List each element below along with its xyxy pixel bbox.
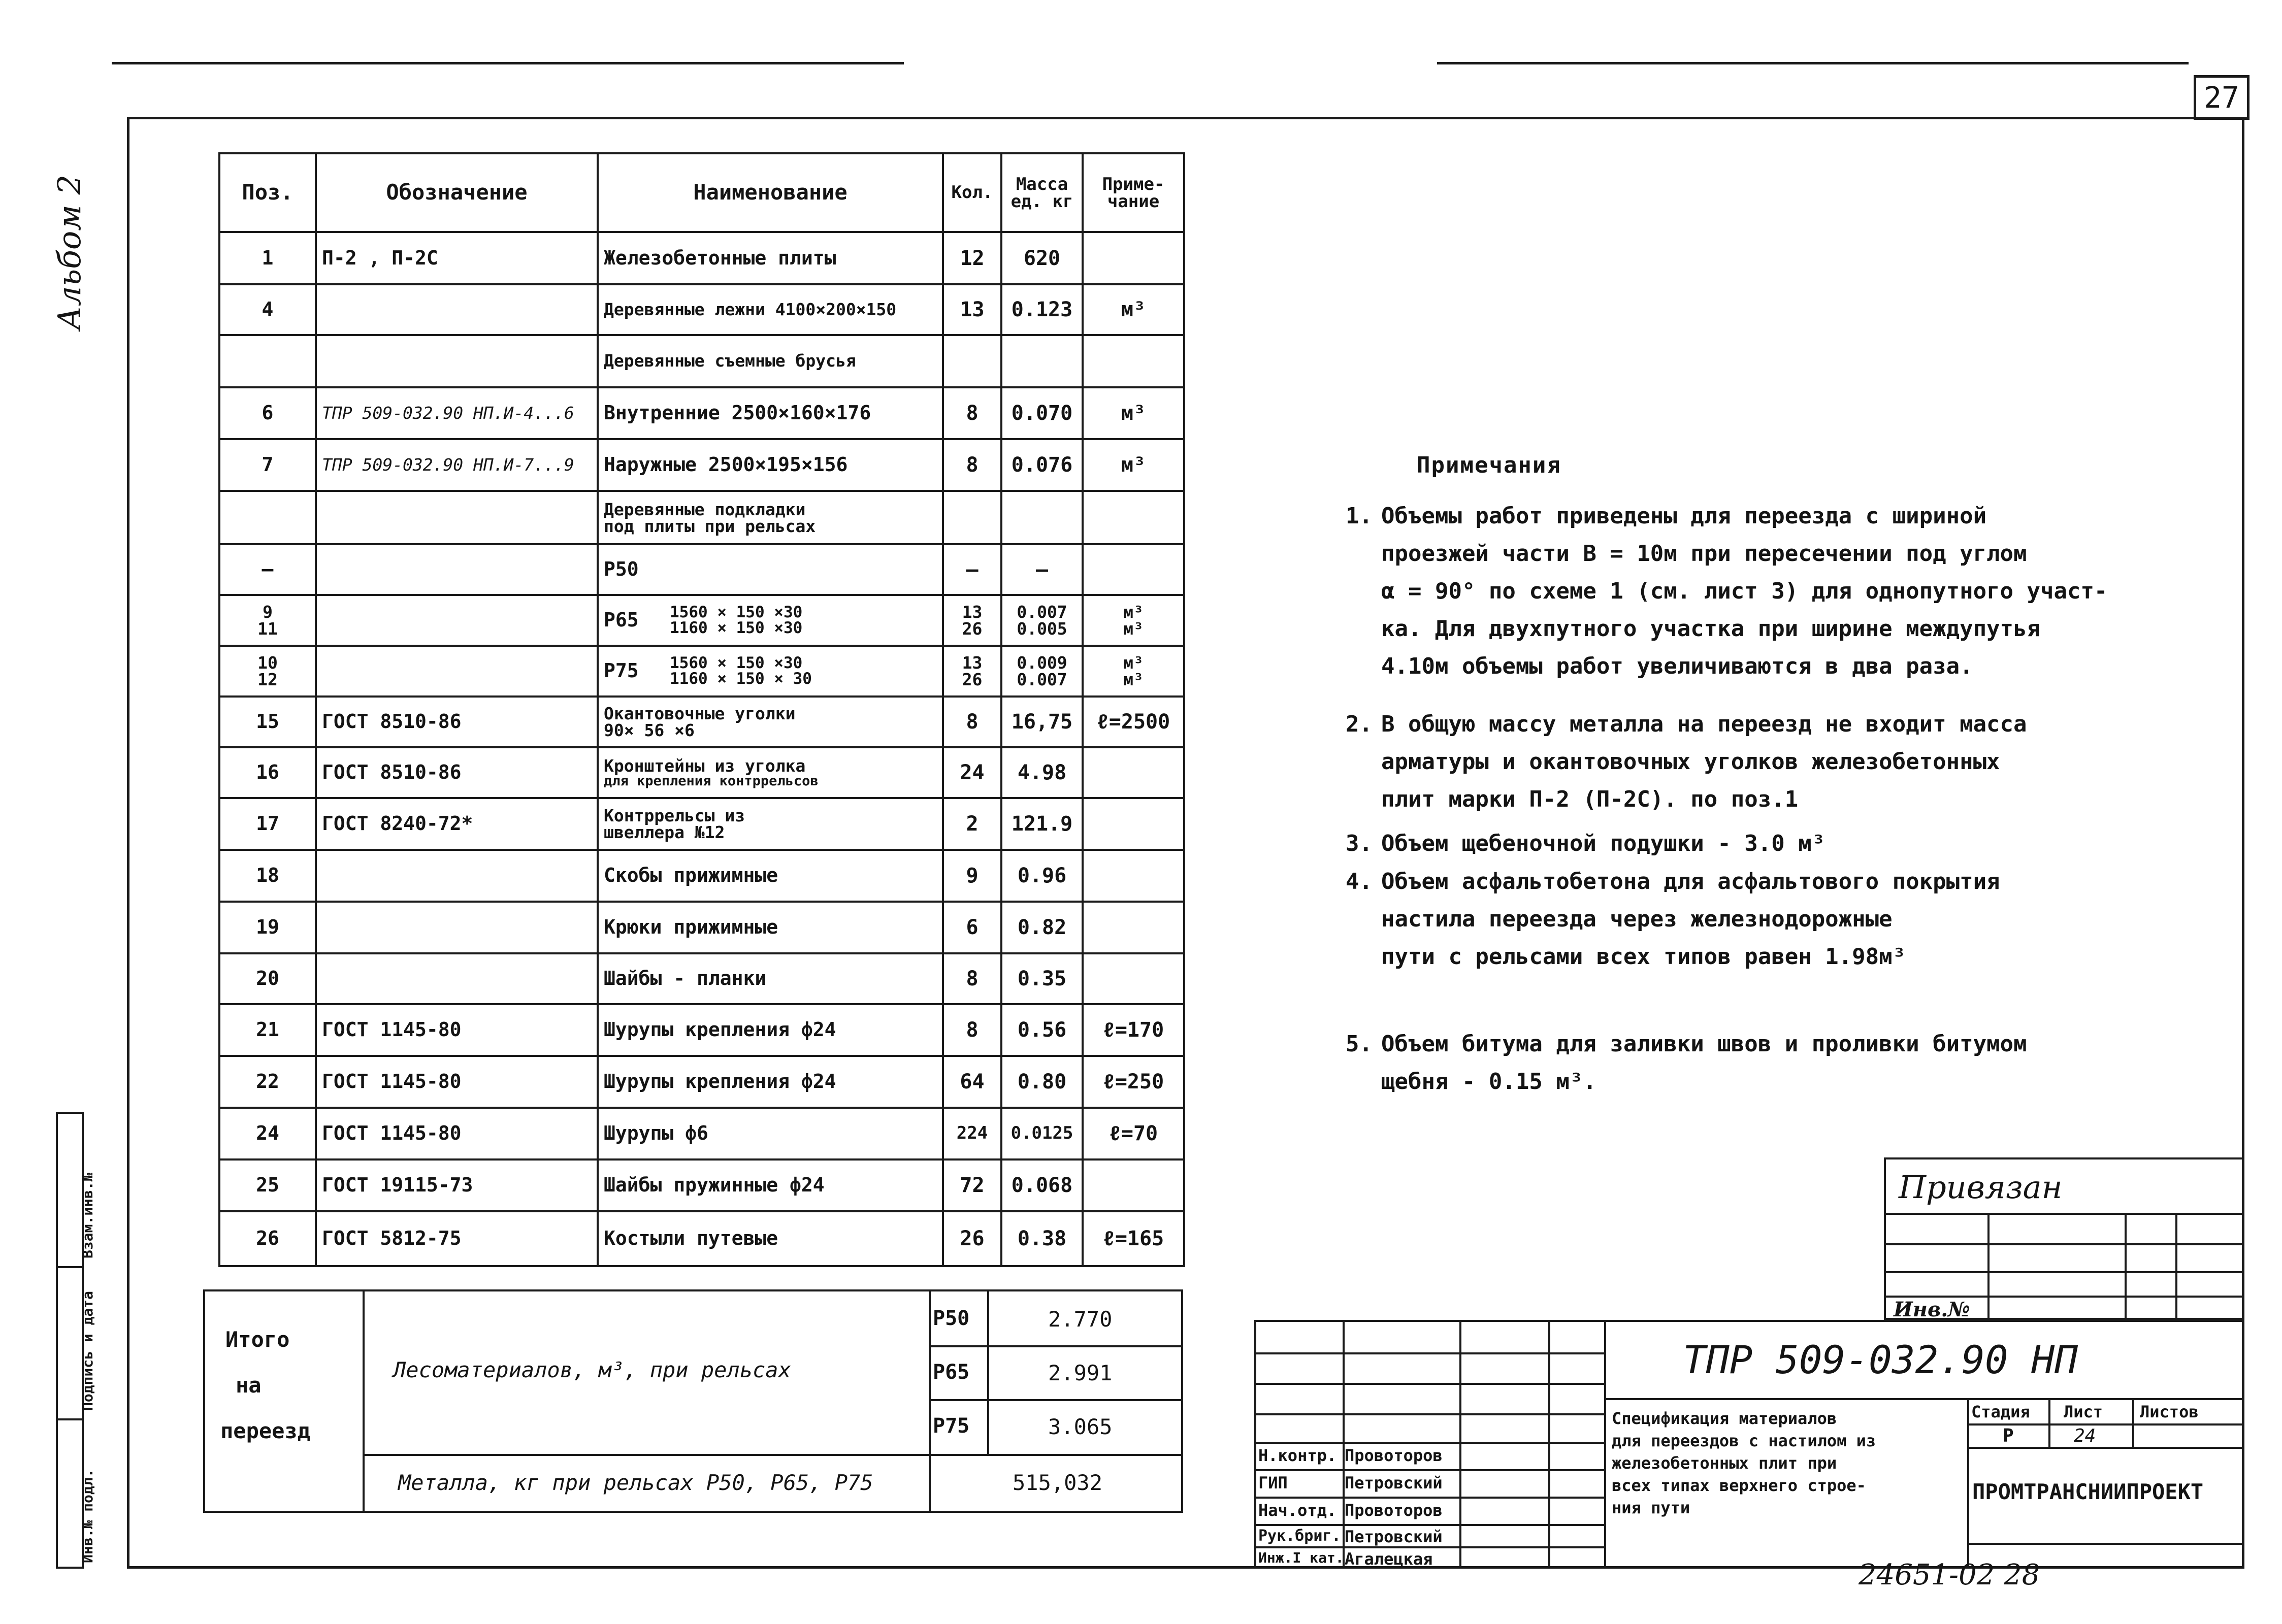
table-row	[219, 491, 1184, 544]
cell-note	[1083, 491, 1184, 544]
cell-designation	[316, 491, 598, 544]
cell-designation	[316, 544, 598, 595]
cell-note: м³	[1083, 284, 1184, 335]
privyazan-title: Привязан	[1899, 1169, 2063, 1206]
note-5: 5. Объем битума для заливки швов и проливки битумом щебня - 0.15 м³.	[1346, 1031, 2027, 1095]
cell-name: Костыли путевые	[598, 1211, 943, 1266]
cell-mass: 0.007 0.005	[1001, 595, 1083, 646]
cell-mass: 620	[1001, 232, 1083, 284]
table-row	[219, 1056, 1184, 1108]
cell-designation	[316, 646, 598, 697]
cell-name: Контррельсы из швеллера №12	[598, 798, 943, 850]
summary-label-2: на	[236, 1373, 262, 1398]
cell-mass: 0.076	[1001, 439, 1083, 491]
cell-designation	[316, 335, 598, 387]
cell-mass: 0.0125	[1001, 1108, 1083, 1159]
cell-pos	[219, 335, 316, 387]
table-row	[219, 1159, 1184, 1211]
timber-value-p50: 2.770	[1048, 1307, 1113, 1332]
table-row	[219, 953, 1184, 1004]
cell-note: ℓ=170	[1083, 1004, 1184, 1056]
name-gip: Петровский	[1345, 1473, 1443, 1493]
cell-name: Шурупы ф6	[598, 1108, 943, 1159]
cell-note: ℓ=2500	[1083, 697, 1184, 747]
cell-note	[1083, 335, 1184, 387]
cell-mass: 0.009 0.007	[1001, 646, 1083, 697]
table-header	[219, 153, 1184, 232]
cell-mass: 0.068	[1001, 1159, 1083, 1211]
cell-name: Шурупы крепления ф24	[598, 1004, 943, 1056]
cell-mass: 4.98	[1001, 747, 1083, 798]
cell-qty: 72	[943, 1159, 1001, 1211]
cell-pos: 7	[219, 439, 316, 491]
cell-note	[1083, 232, 1184, 284]
cell-pos: 1	[219, 232, 316, 284]
cell-note: м³	[1083, 439, 1184, 491]
header-pos: Поз.	[219, 153, 316, 232]
cell-mass: 0.96	[1001, 850, 1083, 902]
note-2: 2. В общую массу металла на переезд не входит масса арматуры и окантовочных уголков железобетонных плит марки П-2 (П-2С). по поз.1	[1346, 711, 2027, 812]
cell-pos: 22	[219, 1056, 316, 1108]
cell-name: Шурупы крепления ф24	[598, 1056, 943, 1108]
cell-mass: —	[1001, 544, 1083, 595]
table-row	[219, 232, 1184, 284]
top-rule-left	[112, 62, 904, 64]
cell-qty: 8	[943, 953, 1001, 1004]
note-1: 1. Объемы работ приведены для переезда с шириной проезжей части В = 10м при пересечении под углом α = 90° по схеме 1 (см. лист 3) для однопутного участ- ка. Для двухпутного участка при ширине междупутья 4.10м объемы работ увеличиваются в два раза.	[1346, 503, 2108, 679]
cell-qty: 64	[943, 1056, 1001, 1108]
cell-designation: ГОСТ 1145-80	[316, 1004, 598, 1056]
table-row	[219, 284, 1184, 335]
cell-qty: 24	[943, 747, 1001, 798]
cell-pos: 15	[219, 697, 316, 747]
table-row	[219, 646, 1184, 697]
stage-value: Р	[2003, 1426, 2014, 1446]
table-row	[219, 1004, 1184, 1056]
cell-qty: 8	[943, 1004, 1001, 1056]
top-rule-right	[1437, 62, 2189, 64]
cell-name: Деревянные лежни 4100×200×150	[598, 284, 943, 335]
cell-qty	[943, 335, 1001, 387]
name-inzh: Агалецкая	[1345, 1549, 1433, 1569]
organization-name: ПРОМТРАНСНИИПРОЕКТ	[1972, 1479, 2204, 1504]
cell-name: Р65 1560 × 150 ×30 1160 × 150 ×30	[598, 595, 943, 646]
summary-block	[203, 1289, 1183, 1513]
document-title: Спецификация материалов для переездов с настилом из железобетонных плит при всех типах верхнего строе- ния пути	[1612, 1409, 1876, 1517]
cell-name: Железобетонные плиты	[598, 232, 943, 284]
cell-qty: 224	[943, 1108, 1001, 1159]
timber-value-p65: 2.991	[1048, 1361, 1113, 1385]
table-row	[219, 1108, 1184, 1159]
cell-pos: 24	[219, 1108, 316, 1159]
cell-note	[1083, 1159, 1184, 1211]
cell-pos: 6	[219, 387, 316, 439]
cell-pos: 19	[219, 902, 316, 953]
note-3: 3. Объем щебеночной подушки - 3.0 м³	[1346, 831, 1825, 856]
cell-mass	[1001, 491, 1083, 544]
table-row	[219, 544, 1184, 595]
cell-qty: 6	[943, 902, 1001, 953]
timber-rail-p50: Р50	[933, 1307, 970, 1330]
cell-designation	[316, 284, 598, 335]
page-number: 27	[2194, 75, 2250, 120]
title-block	[1254, 1320, 2244, 1569]
cell-qty	[943, 491, 1001, 544]
cell-name: Внутренние 2500×160×176	[598, 387, 943, 439]
cell-qty: 13 26	[943, 646, 1001, 697]
table-row	[219, 335, 1184, 387]
table-row	[219, 1211, 1184, 1266]
footer-code: 24651-02 28	[1859, 1559, 2040, 1592]
cell-qty: 12	[943, 232, 1001, 284]
cell-name: Р75 1560 × 150 ×30 1160 × 150 × 30	[598, 646, 943, 697]
album-label: Альбом 2	[51, 175, 88, 330]
cell-designation: ГОСТ 8240-72*	[316, 798, 598, 850]
cell-mass: 0.82	[1001, 902, 1083, 953]
cell-mass	[1001, 335, 1083, 387]
role-gip: ГИП	[1258, 1473, 1288, 1493]
cell-qty: 26	[943, 1211, 1001, 1266]
cell-name: Деревянные съемные брусья	[598, 335, 943, 387]
cell-designation	[316, 850, 598, 902]
cell-designation	[316, 595, 598, 646]
cell-pos: 4	[219, 284, 316, 335]
cell-name: Крюки прижимные	[598, 902, 943, 953]
sheet-value: 24	[2074, 1426, 2096, 1446]
cell-designation: ГОСТ 19115-73	[316, 1159, 598, 1211]
notes-title: Примечания	[1417, 452, 1561, 478]
cell-mass: 0.38	[1001, 1211, 1083, 1266]
header-note: Приме- чание	[1083, 153, 1184, 232]
cell-name: Наружные 2500×195×156	[598, 439, 943, 491]
cell-name: Шайбы пружинные ф24	[598, 1159, 943, 1211]
header-mass: Масса ед. кг	[1001, 153, 1083, 232]
metal-label: Металла, кг при рельсах Р50, Р65, Р75	[398, 1470, 873, 1495]
cell-designation: ТПР 509-032.90 НП.И-4...6	[316, 387, 598, 439]
cell-qty: 13 26	[943, 595, 1001, 646]
cell-name: Деревянные подкладки под плиты при рельсах	[598, 491, 943, 544]
cell-designation: ГОСТ 8510-86	[316, 697, 598, 747]
cell-qty: 8	[943, 697, 1001, 747]
cell-mass: 121.9	[1001, 798, 1083, 850]
document-code: ТПР 509-032.90 НП	[1683, 1337, 2078, 1382]
specification-table	[218, 152, 1185, 1267]
side-strip-vzam-inv: Взам.инв.№	[79, 1173, 96, 1258]
cell-designation: П-2 , П-2С	[316, 232, 598, 284]
cell-designation: ГОСТ 1145-80	[316, 1108, 598, 1159]
name-nach-otd: Провоторов	[1345, 1501, 1443, 1520]
summary-label-3: переезд	[220, 1418, 311, 1443]
cell-qty: 13	[943, 284, 1001, 335]
cell-pos: 10 12	[219, 646, 316, 697]
privyazan-stamp	[1884, 1157, 2244, 1320]
table-row	[219, 850, 1184, 902]
sheets-header: Листов	[2140, 1402, 2199, 1421]
cell-pos	[219, 491, 316, 544]
cell-note: ℓ=250	[1083, 1056, 1184, 1108]
cell-name: Р50	[598, 544, 943, 595]
cell-pos: 16	[219, 747, 316, 798]
cell-name: Скобы прижимные	[598, 850, 943, 902]
cell-qty: —	[943, 544, 1001, 595]
cell-note: м³ м³	[1083, 595, 1184, 646]
cell-note	[1083, 850, 1184, 902]
privyazan-inv-label: Инв.№	[1894, 1298, 1970, 1321]
header-qty: Кол.	[943, 153, 1001, 232]
summary-label-1: Итого	[225, 1327, 290, 1352]
cell-mass: 0.80	[1001, 1056, 1083, 1108]
cell-designation: ГОСТ 8510-86	[316, 747, 598, 798]
timber-label: Лесоматериалов, м³, при рельсах	[393, 1357, 791, 1382]
cell-mass: 0.123	[1001, 284, 1083, 335]
cell-pos: 18	[219, 850, 316, 902]
cell-designation: ГОСТ 1145-80	[316, 1056, 598, 1108]
cell-pos: 20	[219, 953, 316, 1004]
cell-name: Шайбы - планки	[598, 953, 943, 1004]
cell-qty: 8	[943, 387, 1001, 439]
table-row	[219, 902, 1184, 953]
sheet-header: Лист	[2064, 1402, 2103, 1421]
timber-rail-p75: Р75	[933, 1414, 970, 1438]
cell-designation: ГОСТ 5812-75	[316, 1211, 598, 1266]
cell-designation: ТПР 509-032.90 НП.И-7...9	[316, 439, 598, 491]
cell-mass: 0.070	[1001, 387, 1083, 439]
cell-note	[1083, 544, 1184, 595]
cell-note	[1083, 953, 1184, 1004]
role-ruk-brig: Рук.бриг.	[1258, 1527, 1341, 1545]
cell-mass: 16,75	[1001, 697, 1083, 747]
side-strip	[56, 1112, 96, 1569]
cell-pos: —	[219, 544, 316, 595]
cell-designation	[316, 902, 598, 953]
cell-pos: 25	[219, 1159, 316, 1211]
note-4: 4. Объем асфальтобетона для асфальтового покрытия настила переезда через железнодорожные пути с рельсами всех типов равен 1.98м³	[1346, 869, 2000, 970]
role-inzh: Инж.I кат.	[1258, 1549, 1344, 1566]
cell-qty: 9	[943, 850, 1001, 902]
cell-name: Окантовочные уголки 90× 56 ×6	[598, 697, 943, 747]
cell-note	[1083, 747, 1184, 798]
header-designation: Обозначение	[316, 153, 598, 232]
table-row	[219, 798, 1184, 850]
cell-pos: 21	[219, 1004, 316, 1056]
table-row	[219, 747, 1184, 798]
cell-pos: 26	[219, 1211, 316, 1266]
side-strip-inv-podl: Инв.№ подл.	[79, 1469, 96, 1563]
cell-designation	[316, 953, 598, 1004]
cell-qty: 8	[943, 439, 1001, 491]
cell-pos: 9 11	[219, 595, 316, 646]
table-row	[219, 387, 1184, 439]
stage-header: Стадия	[1971, 1402, 2030, 1421]
cell-note	[1083, 798, 1184, 850]
metal-value: 515,032	[1013, 1470, 1103, 1495]
cell-mass: 0.35	[1001, 953, 1083, 1004]
cell-mass: 0.56	[1001, 1004, 1083, 1056]
side-strip-signature-date: Подпись и дата	[79, 1290, 96, 1411]
cell-note: ℓ=70	[1083, 1108, 1184, 1159]
header-name: Наименование	[598, 153, 943, 232]
cell-pos: 17	[219, 798, 316, 850]
cell-note: м³	[1083, 387, 1184, 439]
cell-name: Кронштейны из уголка для крепления контррельсов	[598, 747, 943, 798]
cell-qty: 2	[943, 798, 1001, 850]
cell-note	[1083, 902, 1184, 953]
role-n-kontr: Н.контр.	[1258, 1446, 1337, 1465]
cell-note: м³ м³	[1083, 646, 1184, 697]
table-row	[219, 697, 1184, 747]
role-nach-otd: Нач.отд.	[1258, 1501, 1337, 1520]
timber-value-p75: 3.065	[1048, 1414, 1113, 1439]
table-row	[219, 439, 1184, 491]
name-ruk-brig: Петровский	[1345, 1527, 1443, 1546]
name-n-kontr: Провоторов	[1345, 1446, 1443, 1465]
table-row	[219, 595, 1184, 646]
timber-rail-p65: Р65	[933, 1361, 970, 1384]
cell-note: ℓ=165	[1083, 1211, 1184, 1266]
